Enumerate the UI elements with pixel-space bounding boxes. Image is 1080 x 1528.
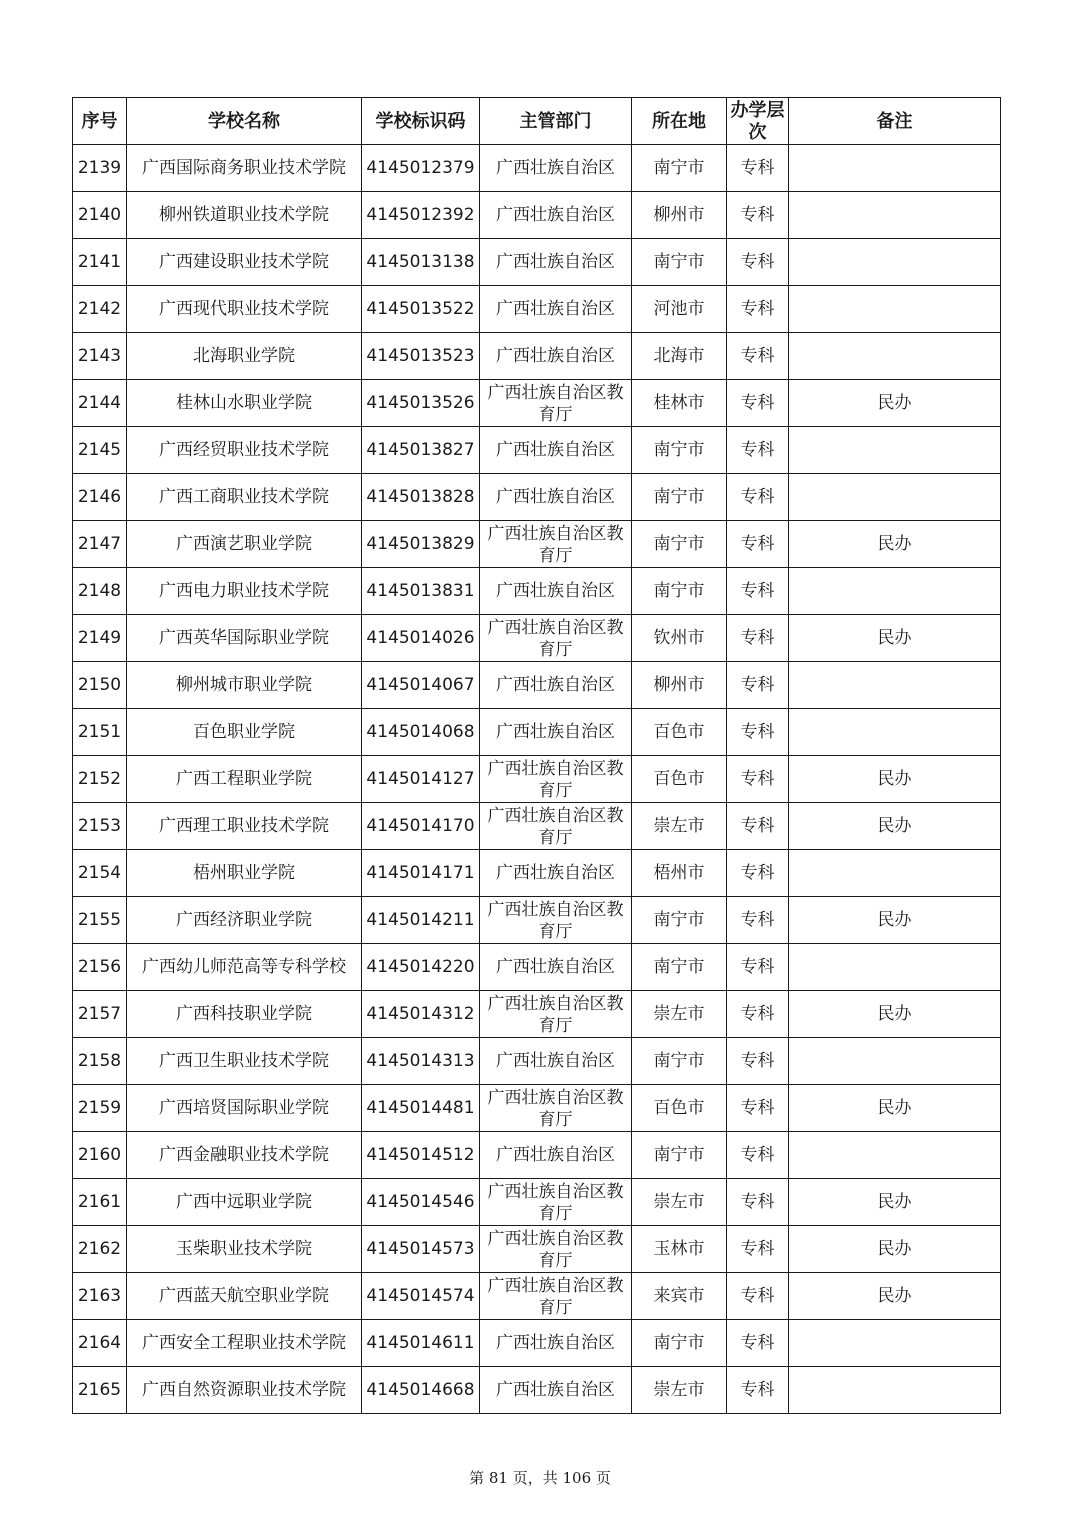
cell-school-name: 广西幼儿师范高等专科学校	[127, 944, 362, 991]
table-row	[73, 803, 1001, 850]
cell-level: 专科	[727, 850, 789, 897]
cell-remark	[789, 709, 1001, 756]
cell-remark	[789, 1132, 1001, 1179]
table-row	[73, 521, 1001, 568]
cell-school-code: 4145014067	[362, 662, 480, 709]
table-row	[73, 897, 1001, 944]
table-row	[73, 1226, 1001, 1273]
cell-index: 2140	[73, 192, 127, 239]
cell-location: 南宁市	[632, 145, 727, 192]
cell-school-code: 4145014211	[362, 897, 480, 944]
cell-school-name: 广西现代职业技术学院	[127, 286, 362, 333]
cell-index: 2142	[73, 286, 127, 333]
cell-school-name: 玉柴职业技术学院	[127, 1226, 362, 1273]
cell-school-name: 广西工程职业学院	[127, 756, 362, 803]
cell-remark	[789, 944, 1001, 991]
cell-school-code: 4145014313	[362, 1038, 480, 1085]
cell-location: 梧州市	[632, 850, 727, 897]
table-row	[73, 380, 1001, 427]
cell-remark	[789, 192, 1001, 239]
cell-index: 2145	[73, 427, 127, 474]
cell-department: 广西壮族自治区	[480, 850, 632, 897]
table-row	[73, 1038, 1001, 1085]
cell-level: 专科	[727, 756, 789, 803]
cell-department: 广西壮族自治区	[480, 427, 632, 474]
cell-index: 2155	[73, 897, 127, 944]
table-row	[73, 1085, 1001, 1132]
cell-school-name: 广西经贸职业技术学院	[127, 427, 362, 474]
cell-department: 广西壮族自治区	[480, 709, 632, 756]
cell-level: 专科	[727, 615, 789, 662]
cell-department: 广西壮族自治区	[480, 286, 632, 333]
cell-location: 南宁市	[632, 521, 727, 568]
cell-school-code: 4145014026	[362, 615, 480, 662]
cell-index: 2147	[73, 521, 127, 568]
cell-department: 广西壮族自治区	[480, 239, 632, 286]
cell-level: 专科	[727, 1273, 789, 1320]
header-school-code: 学校标识码	[362, 98, 480, 145]
cell-location: 南宁市	[632, 1132, 727, 1179]
cell-school-name: 广西卫生职业技术学院	[127, 1038, 362, 1085]
cell-level: 专科	[727, 1132, 789, 1179]
cell-location: 柳州市	[632, 192, 727, 239]
cell-school-code: 4145014611	[362, 1320, 480, 1367]
cell-index: 2162	[73, 1226, 127, 1273]
cell-remark: 民办	[789, 1085, 1001, 1132]
cell-remark	[789, 662, 1001, 709]
cell-level: 专科	[727, 192, 789, 239]
cell-index: 2152	[73, 756, 127, 803]
table-row	[73, 1367, 1001, 1414]
cell-department: 广西壮族自治区教育厅	[480, 1085, 632, 1132]
table-body	[73, 145, 1001, 1414]
page-footer: 第 81 页，共 106 页	[469, 1469, 611, 1487]
cell-school-code: 4145013831	[362, 568, 480, 615]
cell-school-code: 4145014573	[362, 1226, 480, 1273]
cell-index: 2150	[73, 662, 127, 709]
cell-department: 广西壮族自治区教育厅	[480, 380, 632, 427]
cell-school-name: 广西演艺职业学院	[127, 521, 362, 568]
cell-level: 专科	[727, 1179, 789, 1226]
cell-location: 百色市	[632, 756, 727, 803]
cell-location: 崇左市	[632, 803, 727, 850]
cell-location: 南宁市	[632, 239, 727, 286]
cell-remark: 民办	[789, 991, 1001, 1038]
cell-department: 广西壮族自治区教育厅	[480, 803, 632, 850]
cell-remark: 民办	[789, 380, 1001, 427]
header-school-name: 学校名称	[127, 98, 362, 145]
cell-index: 2158	[73, 1038, 127, 1085]
table-row	[73, 944, 1001, 991]
cell-location: 钦州市	[632, 615, 727, 662]
cell-location: 南宁市	[632, 1038, 727, 1085]
cell-department: 广西壮族自治区	[480, 1320, 632, 1367]
cell-school-code: 4145013827	[362, 427, 480, 474]
cell-school-name: 广西理工职业技术学院	[127, 803, 362, 850]
table-row	[73, 991, 1001, 1038]
cell-school-name: 柳州城市职业学院	[127, 662, 362, 709]
cell-index: 2148	[73, 568, 127, 615]
cell-index: 2151	[73, 709, 127, 756]
cell-remark: 民办	[789, 521, 1001, 568]
cell-index: 2156	[73, 944, 127, 991]
cell-level: 专科	[727, 1226, 789, 1273]
header-department: 主管部门	[480, 98, 632, 145]
cell-department: 广西壮族自治区教育厅	[480, 897, 632, 944]
cell-department: 广西壮族自治区教育厅	[480, 1273, 632, 1320]
table-row	[73, 333, 1001, 380]
cell-department: 广西壮族自治区教育厅	[480, 1179, 632, 1226]
cell-school-code: 4145014574	[362, 1273, 480, 1320]
cell-remark: 民办	[789, 615, 1001, 662]
cell-index: 2159	[73, 1085, 127, 1132]
table-row	[73, 709, 1001, 756]
cell-school-name: 广西国际商务职业技术学院	[127, 145, 362, 192]
cell-school-code: 4145014481	[362, 1085, 480, 1132]
cell-department: 广西壮族自治区	[480, 1132, 632, 1179]
cell-remark: 民办	[789, 756, 1001, 803]
cell-remark	[789, 568, 1001, 615]
cell-level: 专科	[727, 145, 789, 192]
cell-remark: 民办	[789, 1179, 1001, 1226]
cell-school-name: 广西英华国际职业学院	[127, 615, 362, 662]
cell-department: 广西壮族自治区	[480, 662, 632, 709]
cell-remark	[789, 1320, 1001, 1367]
table-row	[73, 286, 1001, 333]
cell-school-code: 4145013829	[362, 521, 480, 568]
cell-school-code: 4145014668	[362, 1367, 480, 1414]
cell-school-name: 北海职业学院	[127, 333, 362, 380]
cell-department: 广西壮族自治区教育厅	[480, 756, 632, 803]
cell-location: 南宁市	[632, 568, 727, 615]
cell-school-code: 4145014127	[362, 756, 480, 803]
cell-school-name: 广西安全工程职业技术学院	[127, 1320, 362, 1367]
cell-level: 专科	[727, 239, 789, 286]
table-row	[73, 1132, 1001, 1179]
cell-school-name: 广西工商职业技术学院	[127, 474, 362, 521]
cell-index: 2143	[73, 333, 127, 380]
cell-school-code: 4145014171	[362, 850, 480, 897]
cell-location: 崇左市	[632, 991, 727, 1038]
cell-department: 广西壮族自治区	[480, 474, 632, 521]
cell-location: 河池市	[632, 286, 727, 333]
cell-location: 崇左市	[632, 1367, 727, 1414]
cell-department: 广西壮族自治区	[480, 192, 632, 239]
cell-remark	[789, 145, 1001, 192]
cell-level: 专科	[727, 803, 789, 850]
cell-level: 专科	[727, 1367, 789, 1414]
cell-level: 专科	[727, 1085, 789, 1132]
cell-level: 专科	[727, 286, 789, 333]
table-row	[73, 1179, 1001, 1226]
cell-school-code: 4145014220	[362, 944, 480, 991]
cell-school-code: 4145013828	[362, 474, 480, 521]
cell-level: 专科	[727, 944, 789, 991]
cell-location: 南宁市	[632, 1320, 727, 1367]
header-level: 办学层次	[727, 98, 789, 145]
cell-school-code: 4145013523	[362, 333, 480, 380]
cell-level: 专科	[727, 427, 789, 474]
cell-remark	[789, 1038, 1001, 1085]
table-row	[73, 756, 1001, 803]
cell-department: 广西壮族自治区	[480, 1367, 632, 1414]
cell-remark	[789, 1367, 1001, 1414]
cell-department: 广西壮族自治区教育厅	[480, 1226, 632, 1273]
cell-school-code: 4145012379	[362, 145, 480, 192]
cell-location: 南宁市	[632, 897, 727, 944]
table-row	[73, 427, 1001, 474]
cell-department: 广西壮族自治区	[480, 145, 632, 192]
cell-location: 百色市	[632, 1085, 727, 1132]
cell-school-code: 4145013522	[362, 286, 480, 333]
cell-school-name: 广西电力职业技术学院	[127, 568, 362, 615]
cell-location: 崇左市	[632, 1179, 727, 1226]
cell-level: 专科	[727, 991, 789, 1038]
table-row	[73, 850, 1001, 897]
school-list-table	[72, 97, 1001, 1414]
cell-school-name: 广西培贤国际职业学院	[127, 1085, 362, 1132]
cell-school-code: 4145014512	[362, 1132, 480, 1179]
cell-school-name: 广西蓝天航空职业学院	[127, 1273, 362, 1320]
cell-school-code: 4145014312	[362, 991, 480, 1038]
cell-school-name: 柳州铁道职业技术学院	[127, 192, 362, 239]
cell-department: 广西壮族自治区教育厅	[480, 991, 632, 1038]
table-header-row	[73, 98, 1001, 145]
cell-index: 2144	[73, 380, 127, 427]
header-location: 所在地	[632, 98, 727, 145]
table-row	[73, 1273, 1001, 1320]
cell-location: 桂林市	[632, 380, 727, 427]
cell-level: 专科	[727, 380, 789, 427]
cell-school-code: 4145012392	[362, 192, 480, 239]
cell-location: 柳州市	[632, 662, 727, 709]
cell-location: 百色市	[632, 709, 727, 756]
cell-department: 广西壮族自治区教育厅	[480, 521, 632, 568]
cell-remark	[789, 286, 1001, 333]
table-row	[73, 568, 1001, 615]
cell-department: 广西壮族自治区教育厅	[480, 615, 632, 662]
cell-location: 南宁市	[632, 427, 727, 474]
cell-remark	[789, 427, 1001, 474]
cell-school-name: 广西建设职业技术学院	[127, 239, 362, 286]
cell-remark	[789, 850, 1001, 897]
cell-index: 2164	[73, 1320, 127, 1367]
table-row	[73, 145, 1001, 192]
cell-location: 玉林市	[632, 1226, 727, 1273]
cell-remark: 民办	[789, 1226, 1001, 1273]
cell-school-code: 4145014546	[362, 1179, 480, 1226]
cell-location: 南宁市	[632, 474, 727, 521]
cell-department: 广西壮族自治区	[480, 1038, 632, 1085]
cell-remark	[789, 333, 1001, 380]
cell-department: 广西壮族自治区	[480, 568, 632, 615]
cell-school-code: 4145013138	[362, 239, 480, 286]
cell-index: 2141	[73, 239, 127, 286]
cell-school-name: 桂林山水职业学院	[127, 380, 362, 427]
table-row	[73, 615, 1001, 662]
cell-school-name: 百色职业学院	[127, 709, 362, 756]
cell-location: 南宁市	[632, 944, 727, 991]
cell-level: 专科	[727, 1038, 789, 1085]
cell-school-name: 广西中远职业学院	[127, 1179, 362, 1226]
cell-index: 2139	[73, 145, 127, 192]
cell-index: 2163	[73, 1273, 127, 1320]
cell-remark: 民办	[789, 1273, 1001, 1320]
cell-school-code: 4145014170	[362, 803, 480, 850]
cell-index: 2160	[73, 1132, 127, 1179]
cell-remark	[789, 474, 1001, 521]
header-remark: 备注	[789, 98, 1001, 145]
cell-index: 2154	[73, 850, 127, 897]
cell-location: 北海市	[632, 333, 727, 380]
cell-location: 来宾市	[632, 1273, 727, 1320]
cell-school-name: 广西经济职业学院	[127, 897, 362, 944]
cell-level: 专科	[727, 1320, 789, 1367]
table-row	[73, 474, 1001, 521]
cell-level: 专科	[727, 521, 789, 568]
cell-index: 2165	[73, 1367, 127, 1414]
cell-index: 2153	[73, 803, 127, 850]
cell-index: 2161	[73, 1179, 127, 1226]
cell-remark: 民办	[789, 803, 1001, 850]
cell-department: 广西壮族自治区	[480, 944, 632, 991]
cell-remark	[789, 239, 1001, 286]
cell-level: 专科	[727, 897, 789, 944]
cell-school-name: 广西科技职业学院	[127, 991, 362, 1038]
cell-index: 2146	[73, 474, 127, 521]
header-index: 序号	[73, 98, 127, 145]
cell-level: 专科	[727, 662, 789, 709]
table-row	[73, 192, 1001, 239]
cell-school-code: 4145014068	[362, 709, 480, 756]
cell-remark: 民办	[789, 897, 1001, 944]
cell-level: 专科	[727, 709, 789, 756]
cell-department: 广西壮族自治区	[480, 333, 632, 380]
cell-level: 专科	[727, 568, 789, 615]
cell-school-name: 广西金融职业技术学院	[127, 1132, 362, 1179]
table-row	[73, 662, 1001, 709]
cell-index: 2157	[73, 991, 127, 1038]
cell-school-name: 梧州职业学院	[127, 850, 362, 897]
cell-level: 专科	[727, 474, 789, 521]
cell-school-code: 4145013526	[362, 380, 480, 427]
cell-level: 专科	[727, 333, 789, 380]
table-row	[73, 1320, 1001, 1367]
cell-school-name: 广西自然资源职业技术学院	[127, 1367, 362, 1414]
table-row	[73, 239, 1001, 286]
cell-index: 2149	[73, 615, 127, 662]
